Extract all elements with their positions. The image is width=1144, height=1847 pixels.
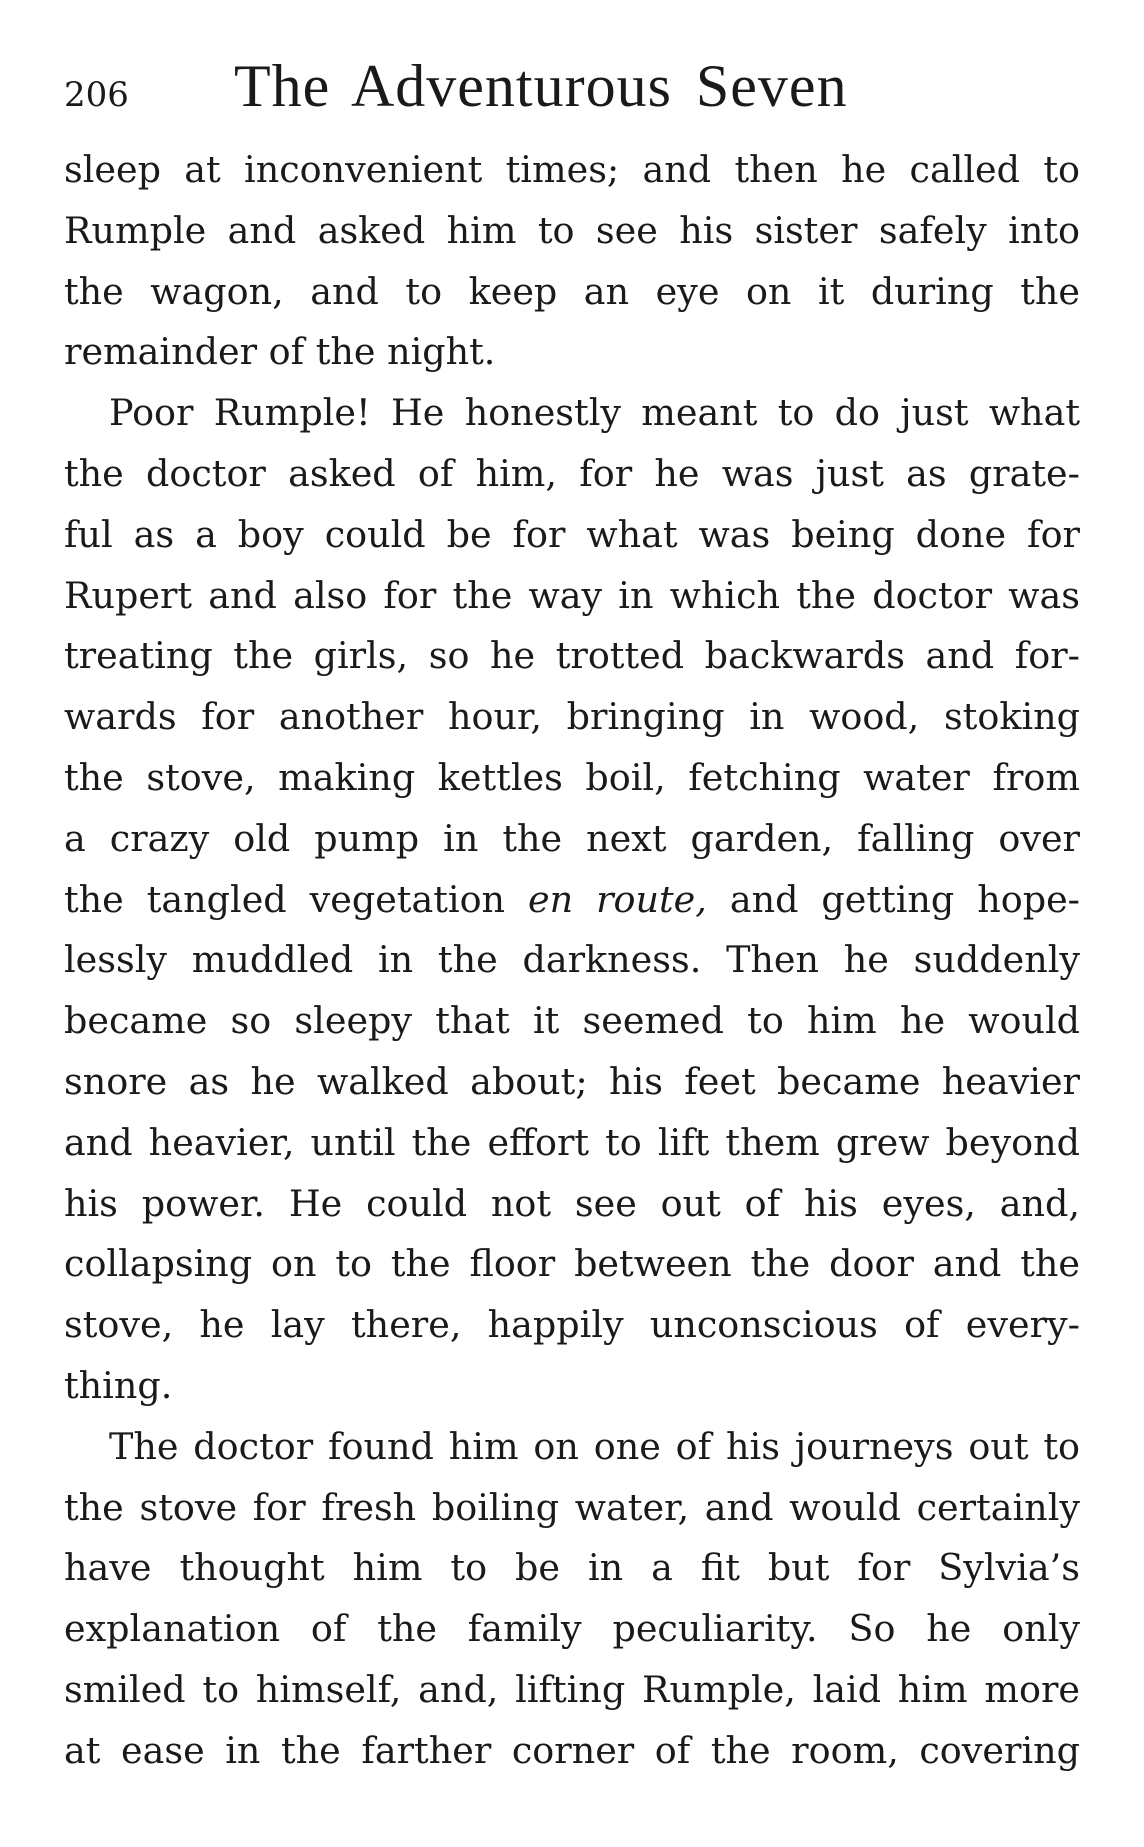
text-line: have thought him to be in a fit but for Sylvia’s <box>64 1546 1080 1590</box>
text-line: remainder of the night. <box>64 330 496 374</box>
paragraph-1 <box>64 140 1080 383</box>
body-text <box>64 140 1080 1782</box>
text-line: sleep at inconvenient times; and then he called to <box>64 148 1080 191</box>
text-segment: and getting hope- <box>706 877 1081 921</box>
italic-phrase: en route, <box>528 877 707 921</box>
paragraph-3 <box>64 1417 1080 1782</box>
text-line: and heavier, until the effort to lift them grew beyond <box>64 1120 1080 1164</box>
text-line: wards for another hour, bringing in wood, stoking <box>64 695 1080 739</box>
text-line: ful as a boy could be for what was being done for <box>64 512 1080 556</box>
text-segment: the tangled vegetation <box>64 877 529 921</box>
book-page <box>64 52 1080 1782</box>
text-line: Rumple and asked him to see his sister safely into <box>64 208 1080 252</box>
text-line: smiled to himself, and, lifting Rumple, laid him more <box>64 1667 1080 1711</box>
book-title: The Adventurous Seven <box>234 53 848 119</box>
text-line: the doctor asked of him, for he was just as grate- <box>64 451 1080 495</box>
page-number: 206 <box>64 75 129 115</box>
text-line-with-italic <box>64 870 1080 931</box>
text-line: the stove, making kettles boil, fetching water from <box>64 755 1080 799</box>
text-line: snore as he walked about; his feet became heavier <box>64 1059 1080 1103</box>
paragraph-2 <box>64 383 1080 1417</box>
text-line: the wagon, and to keep an eye on it during the <box>64 269 1080 313</box>
text-line: Poor Rumple! He honestly meant to do just what <box>109 391 1080 435</box>
text-line: Rupert and also for the way in which the doctor was <box>64 573 1080 617</box>
text-line: explanation of the family peculiarity. So he only <box>64 1607 1080 1651</box>
text-line: his power. He could not see out of his eyes, and, <box>64 1181 1080 1225</box>
text-line: stove, he lay there, happily unconscious of every- <box>64 1303 1080 1347</box>
text-line: The doctor found him on one of his journeys out to <box>109 1424 1080 1468</box>
text-line: a crazy old pump in the next garden, falling over <box>64 816 1080 860</box>
text-line: became so sleepy that it seemed to him he would <box>64 999 1080 1043</box>
text-line: at ease in the farther corner of the room, covering <box>64 1728 1080 1772</box>
running-head <box>64 52 1080 132</box>
text-line: thing. <box>64 1363 173 1407</box>
text-line: collapsing on to the floor between the door and the <box>64 1242 1080 1286</box>
text-line: the stove for fresh boiling water, and would certainly <box>64 1485 1080 1529</box>
text-line: lessly muddled in the darkness. Then he suddenly <box>64 938 1080 982</box>
text-line: treating the girls, so he trotted backwards and for- <box>64 634 1080 678</box>
